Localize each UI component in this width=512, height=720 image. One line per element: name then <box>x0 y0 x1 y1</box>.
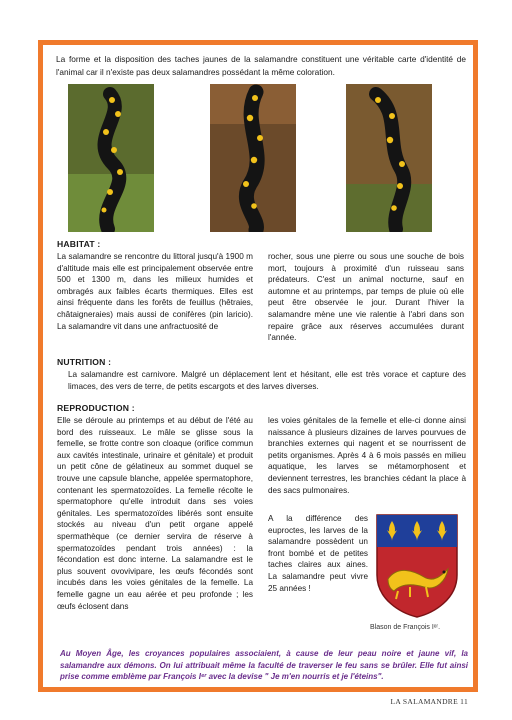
reproduction-text-right: les voies génitales de la femelle et elle-ci donne ainsi naissance à plusieurs dizaines de larves pourvues de branchies externes qui nagent et se nourrissent de petits organismes. Après 4 à 6 mois passés en milieu aquatique, les larves se métamorphosent et deviennent terrestres, les branchies cédant la place à des sacs pulmonaires. <box>268 416 466 495</box>
nutrition-heading: NUTRITION : <box>57 357 112 367</box>
reproduction-text-left: Elle se déroule au printemps et au début de l'été au bord des ruisseaux. Le mâle se glisse sous la femelle, se frotte contre son cloaque (orifice commun aux cavités intestinale, urinaire et génitale) et produit un petit cône de gélatineux au sommet duquel se trouve une capsule blanche, appelée spermatophore, contenant les spermatozoïdes. La femelle récolte le spermatophore qu'elle introduit dans ses voies génitales. Les spermatozoïdes libérés sont ensuite stockés au niveau d'un petit organe appelé spermathèque (ce dernier servira de réserve à spermatozoïdes pendant trois années) : la fécondation est donc interne. La salamandre est le plus souvent ovovivipare, les œufs fécondés sont incubés dans les voies génitales de la femelle. La femelle gagne un eau aérée et peu profonde ; les œufs éclosent dans <box>57 416 253 611</box>
salamander-photo-1 <box>68 84 154 232</box>
reproduction-heading: REPRODUCTION : <box>57 403 135 413</box>
salamander-photo-3 <box>346 84 432 232</box>
page-footer: LA SALAMANDRE 11 <box>390 697 468 706</box>
habitat-heading: HABITAT : <box>57 239 101 249</box>
nutrition-text: La salamandre est carnivore. Malgré un déplacement lent et hésitant, elle est très vorace et capture des limaces, des vers de terre, de petits escargots et des larves diverses. <box>68 370 466 391</box>
reproduction-text-narrow: A la différence des euproctes, les larves de la salamandre possèdent un front bombé et de petites taches claires aux aines. La salamandre peut vivre 25 années ! <box>268 514 368 593</box>
coat-of-arms-caption: Blason de François Iᵉʳ. <box>370 624 441 631</box>
historical-note: Au Moyen Âge, les croyances populaires associaient, à cause de leur peau noire et jaune vif, la salamandre aux démons. On lui attribuait même la faculté de traverser le feu sans se brûler. Elle fut ainsi prise comme emblème par François Iᵉʳ avec la devise " Je m'en nourris et je l'éteins". <box>60 649 468 681</box>
salamander-photo-2 <box>210 84 296 232</box>
intro-paragraph: La forme et la disposition des taches jaunes de la salamandre constituent une véritable carte d'identité de l'animal car il n'existe pas deux salamandres possédant la même coloration. <box>56 54 466 77</box>
habitat-text-right: rocher, sous une pierre ou sous une souche de bois mort, toujours à proximité d'un ruisseau sans prédateurs. C'est un animal nocturne, sauf en automne et au printemps, par temps de pluie où elle peut être observée le jour. Durant l'hiver la salamandre mène une vie ralentie à l'abri dans son repaire grâce aux réserves accumulées durant l'année. <box>268 252 464 343</box>
habitat-text-left: La salamandre se rencontre du littoral jusqu'à 1900 m d'altitude mais elle est principalement observée entre 500 et 1300 m, dans les milieux humides et ombragés aux faibles écarts thermiques. Elles est ainsi fréquente dans les forêts de feuillus (hêtraies, châtaigneraies) mais aussi de conifères (pin laricio). La salamandre vit dans une anfractuosité de <box>57 252 253 331</box>
coat-of-arms-icon <box>374 513 460 619</box>
